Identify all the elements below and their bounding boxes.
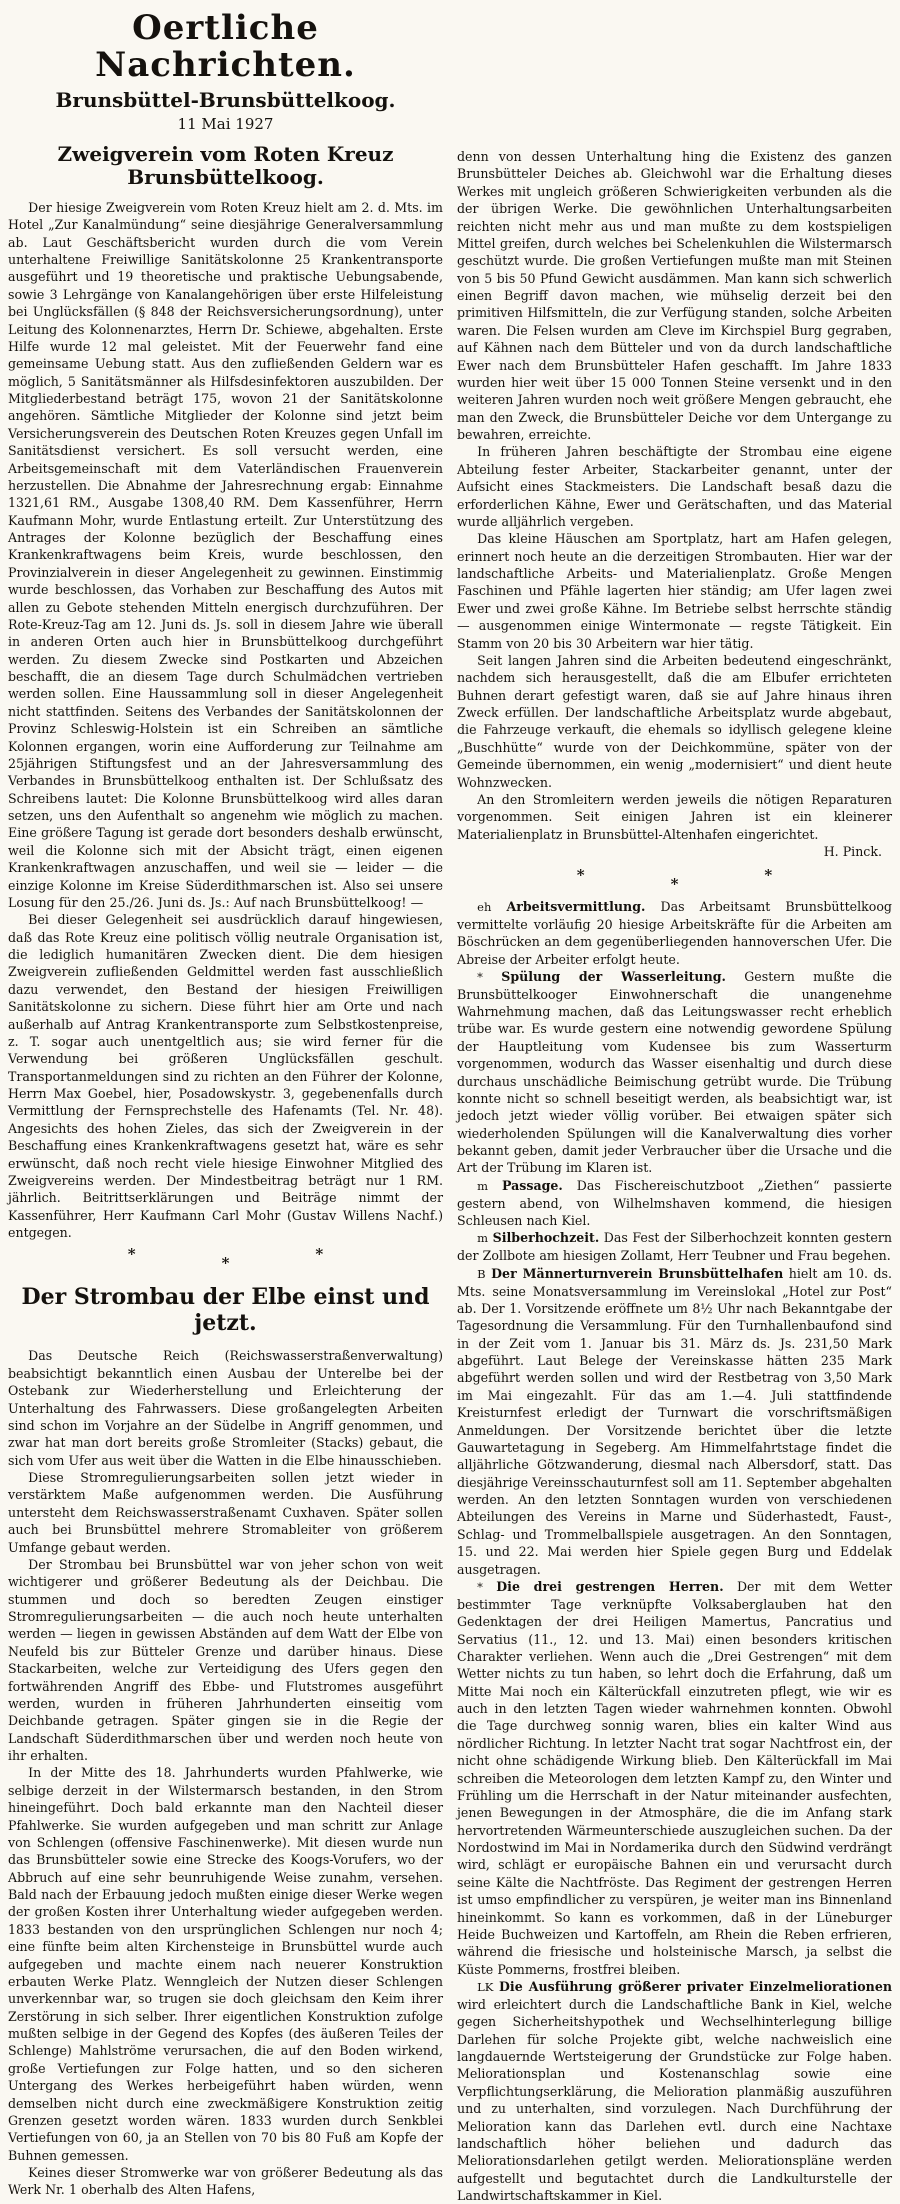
- body-paragraph: denn von dessen Unterhaltung hing die Existenz des ganzen Brunsbütteler Deiches ab. Gleichwohl war die Erhaltung dieses Werkes mit ungleich größeren Schwierigkeiten verbunden als die der übrigen Werke. Die gewöhnlichen Unterhaltungsarbeiten reichten nicht mehr aus und man mußte zu dem kostspieligen Mittel greifen, durch welches bei Schelenkuhlen die Wilstermarsch geschützt wurde. Die großen Vertiefungen mußte man mit Steinen von 5 bis 50 Pfund Gewicht ausdämmen. Man kann sich schwerlich einen Begriff davon machen, wie mühselig derzeit bei den primitiven Hilfsmitteln, die zur Verfügung standen, solche Arbeiten waren. Die Felsen wurden am Cleve im Kirchspiel Burg gegraben, auf Kähnen nach dem Bütteler und von da durch landschaftliche Ewer nach dem Brunsbütteler Hafen geschafft. Im Jahre 1833 wurden hier weit über 15 000 Tonnen Steine versenkt und in den weiteren Jahren wurden noch weit größere Mengen gebraucht, ehe man den Zweck, die Brunsbütteler Deiche vor dem Untergange zu bewahren, erreichte.: [457, 149, 892, 442]
- body-paragraph: In der Mitte des 18. Jahrhunderts wurden Pfahlwerke, wie selbige derzeit in der Wilstermarsch bestanden, in den Strom hineingeführt. Doch bald erkannte man den Nachteil dieser Pfahlwerke. Sie wurden aufgegeben und man schritt zur Anlage von Schlengen (offensive Faschinenwerke). Mit diesen wurde nun das Brunsbütteler sowie eine Strecke des Koogs-Vorufers, wo der Abbruch auf eine sehr beunruhigende Weise zunahm, versehen. Bald nach der Erbauung jedoch mußten einige dieser Werke wegen der großen Kosten ihrer Unterhaltung wieder aufgegeben werden. 1833 bestanden von den ursprünglichen Schlengen nur noch 4; eine fünfte beim alten Kirchensteige in Brunsbüttel wurde auch aufgegeben und machte einem nach neuerer Konstruktion erbauten Werke Platz. Wenngleich der Nutzen dieser Schlengen unverkennbar war, so trugen sie doch gleichsam den Keim ihrer Zerstörung in sich selber. Ihrer eigentlichen Konstruktion zufolge mußten selbige in der Gegend des Kopfes (des äußeren Teiles der Schlenge) Mahlströme verursachen, die auf den Boden wirkend, große Vertiefungen zur Folge hatten, und so den sicheren Untergang des Werkes herbeigeführt haben würden, wenn demselben nicht durch eine zweckmäßigere Konstruktion zeitig Grenzen gesetzt worden wären. 1833 wurden durch Senkblei Vertiefungen von 60, ja an Stellen von 70 bis 80 Fuß am Kopfe der Buhnen gemessen.: [8, 1765, 443, 2163]
- news-item-lead: Arbeitsvermittlung.: [506, 898, 646, 914]
- left-column: [8, 8, 443, 2204]
- column-layout: [8, 8, 892, 2204]
- news-item-text: hielt am 10. ds. Mts. seine Monatsversammlung im Vereinslokal „Hotel zur Post“ ab. Der 1. Vorsitzende eröffnete um 8½ Uhr nach Bekanntgabe der Tagesordnung die Versammlung. Für den Turnhallenbaufond sind in der Zeit vom 1. Januar bis 31. März ds. Js. 231,50 Mark abgeführt. Laut Belege der Vereinskasse hätten 235 Mark abgeführt werden sollen und wird der Restbetrag von 3,50 Mark im Mai eingezahlt. Für das am 1.—4. Juli stattfindende Kreisturnfest erledigt der Turnwart die vorschriftsmäßigen Anmeldungen. Der Vorsitzende berichtet über die letzte Gauwartetagung in Segeberg. Am Himmelfahrtstage findet die alljährliche Götzwanderung, diesmal nach Albersdorf, statt. Das diesjährige Vereinsschauturnfest soll am 11. September abgehalten werden. An den letzten Sonntagen wurden von verschiedenen Abteilungen des Vereins in Marne und Süderhastedt, Faust-, Schlag- und Trommelballspiele ausgetragen. An den Sonntagen, 15. und 22. Mai werden hier Spiele gegen Burg und Eddelak ausgetragen.: [457, 1265, 893, 1577]
- article-red-cross-heading-line2: Brunsbüttelkoog.: [127, 165, 324, 190]
- news-item-text: Das Arbeitsamt Brunsbüttelkoog vermittelte vorläufig 20 hiesige Arbeitskräfte für die Arbeiten am Böschrücken an dem gegenüberliegenden hannoverschen Ufer. Die Abreise der Arbeiter erfolgt heute.: [457, 898, 892, 967]
- star-separator: [8, 1245, 443, 1275]
- news-item-prefix: m: [477, 1231, 489, 1246]
- body-paragraph: Bei dieser Gelegenheit sei ausdrücklich darauf hingewiesen, daß das Rote Kreuz eine politisch völlig neutrale Organisation ist, die lediglich humanitären Zwecken dient. Die dem hiesigen Zweigverein zufließenden Geldmittel werden fast ausschließlich dazu verwendet, den Bestand der hiesigen Freiwilligen Sanitätskolonne zu sichern. Diese führt hier am Orte und nach außerhalb auf Antrag Krankentransporte zum Selbstkostenpreise, z. T. sogar auch unentgeltlich aus; sie wird ferner für die Verwendung bei größeren Unglücksfällen geschult. Transportanmeldungen sind zu richten an den Führer der Kolonne, Herrn Max Goebel, hier, Posadowskystr. 3, gegebenenfalls durch Vermittlung der Fernsprechstelle des Hafenamts (Tel. Nr. 48). Angesichts des hohen Zieles, das sich der Zweigverein in der Beschaffung eines Krankenkraftwagens gesetzt hat, wäre es sehr erwünscht, daß noch recht viele hiesige Einwohner Mitglied des Zweigvereins werden. Der Mindestbeitrag beträgt nur 1 RM. jährlich. Beitrittserklärungen und Beiträge nimmt der Kassenführer, Herr Kaufmann Carl Mohr (Gustav Willens Nachf.) entgegen.: [8, 912, 443, 1241]
- asterisk-icon: *: [127, 1245, 136, 1264]
- news-item-prefix: m: [477, 1178, 489, 1193]
- news-item: [457, 1265, 892, 1578]
- news-item-prefix: *: [477, 1579, 483, 1594]
- body-paragraph: Der hiesige Zweigverein vom Roten Kreuz hielt am 2. d. Mts. im Hotel „Zur Kanalmündung“ seine diesjährige Generalversammlung ab. Laut Geschäftsbericht wurden durch die vom Verein unterhaltene Freiwillige Sanitätskolonne 25 Krankentransporte ausgeführt und 19 theoretische und praktische Uebungsabende, sowie 3 Lehrgänge von Kanalangehörigen über erste Hilfeleistung bei Unglücksfällen (§ 848 der Reichsversicherungsordnung), unter Leitung des Kolonnenarztes, Herrn Dr. Schiewe, abgehalten. Erste Hilfe wurde 12 mal geleistet. Mit der Feuerwehr fand eine gemeinsame Uebung statt. Aus den zufließenden Geldern war es möglich, 5 Sanitätsmänner als Hilfsdesinfektoren auszubilden. Der Mitgliederbestand beträgt 175, wovon 21 der Sanitätskolonne angehören. Sämtliche Mitglieder der Kolonne sind jetzt beim Versicherungsverein des Deutschen Roten Kreuzes gegen Unfall im Sanitätsdienst versichert. Es soll versucht werden, eine Arbeitsgemeinschaft mit dem Vaterländischen Frauenverein herzustellen. Die Abnahme der Jahresrechnung ergab: Einnahme 1321,61 RM., Ausgabe 1308,40 RM. Dem Kassenführer, Herrn Kaufmann Mohr, wurde Entlastung erteilt. Zur Unterstützung des Antrages der Kolonne bezüglich der Beschaffung eines Krankenkraftwagens beim Kreis, wurde beschlossen, den Provinzialverein in dieser Angelegenheit zu gewinnen. Einstimmig wurde beschlossen, das Vorhaben zur Beschaffung des Autos mit allen zu Gebote stehenden Mitteln energisch durchzuführen. Der Rote-Kreuz-Tag am 12. Juni ds. Js. soll in diesem Jahre wie überall in anderen Orten auch hier in Brunsbüttelkoog durchgeführt werden. Zu diesem Zwecke sind Postkarten und Abzeichen beschafft, die an diesem Tage durch Schulmädchen vertrieben werden sollen. Eine Haussammlung soll in dieser Angelegenheit nicht stattfinden. Seitens des Verbandes der Sanitätskolonnen der Provinz Schleswig-Holstein ist ein Schreiben an sämtliche Kolonnen ergangen, worin eine Aufforderung zur Teilnahme am 25jährigen Stiftungsfest und an der Jahresversammlung des Verbandes in Brunsbüttelkoog enthalten ist. Der Schlußsatz des Schreibens lautet: Die Kolonne Brunsbüttelkoog wird alles daran setzen, uns den Aufenthalt so angenehm wie möglich zu machen. Eine größere Tagung ist gerade dort besonders deshalb erwünscht, weil die Kolonne sich mit der Absicht trägt, einen eigenen Krankenkraftwagen anzuschaffen, und weil sie — leider — die einzige Kolonne im Kreise Süderdithmarschen ist. Also sei unsere Losung für den 25./26. Juni ds. Js.: Auf nach Brunsbüttelkoog! —: [8, 199, 443, 910]
- body-paragraph: Das kleine Häuschen am Sportplatz, hart am Hafen gelegen, erinnert noch heute an die derzeitigen Strombauten. Hier war der landschaftliche Arbeits- und Materialienplatz. Große Mengen Faschinen und Pfähle lagerten hier ständig; am Ufer lagen zwei Ewer und zwei große Kähne. Im Betriebe selbst herrschte ständig — ausgenommen einige Wintermonate — regste Tätigkeit. Ein Stamm von 20 bis 30 Arbeitern war hier tätig.: [457, 531, 892, 651]
- body-paragraph: Der Strombau bei Brunsbüttel war von jeher schon von weit wichtigerer und größerer Bedeutung als der Deichbau. Die stummen und doch so beredten Zeugen einstiger Stromregulierungsarbeiten — die auch noch heute unterhalten werden — liegen in gewissen Abständen auf dem Watt der Elbe von Neufeld bis zur Bütteler Grenze und darüber hinaus. Diese Stackarbeiten, welche zur Verteidigung des Ufers gegen den fortwährenden Angriff des Ebbe- und Flutstromes ausgeführt werden, wurden in früheren Jahrhunderten einseitig vom Deichbande getragen. Später gingen sie in die Regie der Landschaft Süderdithmarschen über und werden noch heute von ihr erhalten.: [8, 1556, 443, 1763]
- asterisk-icon: *: [764, 865, 773, 884]
- body-paragraph: In früheren Jahren beschäftigte der Strombau eine eigene Abteilung fester Arbeiter, Stackarbeiter genannt, unter der Aufsicht eines Stackmeisters. Die Landschaft besaß dazu die erforderlichen Kähne, Ewer und Gerätschaften, und das Material wurde alljährlich vergeben.: [457, 444, 892, 529]
- star-separator: [457, 866, 892, 896]
- masthead: [8, 10, 443, 133]
- news-item-text: wird erleichtert durch die Landschaftliche Bank in Kiel, welche gegen Sicherheitshypothek und Wechselhinterlegung billige Darlehen für solche Projekte gibt, welche nachweislich eine langdauernde Wertsteigerung der Grundstücke zur Folge haben. Meliorationsplan und Kostenanschlag sowie eine Verpflichtungserklärung, die Melioration planmäßig auszuführen und zu unterhalten, sind vorzulegen. Nach Durchführung der Melioration kann das Darlehen evtl. durch eine Nachtaxe landschaftlich höher beliehen und dadurch das Meliorationsdarlehen getilgt werden. Meliorationspläne werden aufgestellt und begutachtet durch die Landkulturstelle der Landwirtschaftskammer in Kiel.: [457, 1996, 892, 2204]
- right-column: [457, 8, 892, 2204]
- news-item-lead: Spülung der Wasserleitung.: [501, 968, 726, 984]
- author-signature: H. Pinck.: [823, 844, 882, 859]
- news-item-lead: Silberhochzeit.: [492, 1230, 600, 1246]
- news-item-lead: Die drei gestrengen Herren.: [496, 1578, 724, 1594]
- news-item: [457, 898, 892, 968]
- body-paragraph: Keines dieser Stromwerke war von größerer Bedeutung als das Werk Nr. 1 oberhalb des Alten Hafens,: [8, 2165, 443, 2198]
- news-item: [457, 1978, 892, 2204]
- news-item: [457, 1229, 892, 1264]
- news-item-text: Gestern mußte die Brunsbüttelkooger Einwohnerschaft die unangenehme Wahrnehmung machen, daß das Leitungswasser recht erheblich trübe war. Es wurde gestern eine notwendig gewordene Spülung der Hauptleitung vom Kudensee bis zum Wasserturm vorgenommen, wodurch das Wasser eisenhaltig und durch diese durchaus unschädliche Beimischung getrübt wurde. Die Trübung konnte nicht so schnell beseitigt werden, als beabsichtigt war, ist jedoch jetzt wieder völlig vorüber. Bei etwaigen später sich wiederholenden Spülungen will die Kanalverwaltung dies vorher bekannt geben, damit jeder Verbraucher über die Ursache und die Art der Trübung im Klaren ist.: [457, 968, 892, 1176]
- news-item-text: Der mit dem Wetter bestimmter Tage verknüpfte Volksaberglauben hat den Gedenktagen der drei Heiligen Mamertus, Pancratius und Servatius (11., 12. und 13. Mai) einen besonders kritischen Charakter verliehen. Wenn auch die „Drei Gestrengen“ mit dem Wetter nichts zu tun haben, so lehrt doch die Erfahrung, daß um Mitte Mai noch ein Kälterückfall einzutreten pflegt, wie wir es auch in den letzten Tagen wieder wahrnehmen konnten. Obwohl die Tage durchweg sonnig waren, blies ein kalter Wind aus nördlicher Richtung. In letzter Nacht trat sogar Nachtfrost ein, der nicht ohne schädigende Wirkung blieb. Den Kälterückfall im Mai schreiben die Meteorologen dem letzten Kampf zu, den Winter und Frühling um die Herrschaft in der Natur miteinander ausfechten, jenen Bewegungen in der Atmosphäre, die die im Anfang stark hervortretenden Wärmeunterschiede auszugleichen suchen. Da der Nordostwind im Mai in Nordamerika durch den Südwind verdrängt wird, schlägt er europäische Bahnen ein und verursacht durch seine Kälte die Nachtfröste. Das Regiment der gestrengen Herren ist umso empfindlicher zu verspüren, je weiter man ins Binnenland hineinkommt. So kann es vorkommen, daß in der Lüneburger Heide Buchweizen und Kartoffeln, am Rhein die Reben erfrieren, während die friesische und holsteinische Marsch, ja selbst die Küste Pommerns, frostfrei bleiben.: [457, 1578, 892, 1977]
- news-item-prefix: eh: [477, 899, 492, 914]
- body-paragraph: Seit langen Jahren sind die Arbeiten bedeutend eingeschränkt, nachdem sich herausgestellt, daß die am Elbufer errichteten Buhnen derart gefestigt waren, daß sie auf Jahre hinaus ihren Zweck erfüllen. Der landschaftliche Arbeitsplatz wurde abgebaut, die Fahrzeuge verkauft, die ehemals so idyllisch gelegene kleine „Buschhütte“ wurde von der Deichkommüne, später von der Gemeinde übernommen, ein wenig „modernisiert“ und dient heute Wohnzwecken.: [457, 652, 892, 790]
- news-item: [457, 1177, 892, 1230]
- asterisk-icon: *: [315, 1245, 324, 1264]
- news-item-prefix: B: [477, 1266, 486, 1281]
- news-item-prefix: LK: [477, 1980, 494, 1995]
- asterisk-icon: *: [221, 1254, 230, 1273]
- page-title: Oertliche Nachrichten.: [95, 8, 356, 86]
- body-paragraph: An den Stromleitern werden jeweils die nötigen Reparaturen vorgenommen. Seit einigen Jahren ist ein kleinerer Materialienplatz in Brunsbüttel-Altenhafen eingerichtet.: [457, 791, 892, 842]
- news-item-prefix: *: [477, 969, 483, 984]
- article-red-cross-heading: [8, 143, 443, 190]
- asterisk-icon: *: [576, 865, 585, 884]
- article-strombau-heading: Der Strombau der Elbe einst und jetzt.: [21, 1284, 430, 1337]
- body-paragraph: Das Deutsche Reich (Reichswasserstraßenverwaltung) beabsichtigt bekanntlich einen Ausbau der Unterelbe bei der Ostebank zur Wiederherstellung und Erleichterung der Unterhaltung des Fahrwassers. Diese großangelegten Arbeiten sind schon im Vorjahre an der Südelbe in Angriff genommen, und zwar hat man dort bereits große Stromleiter (Stacks) gebaut, die sich vom Ufer aus weit über die Watten in die Elbe hinausschieben.: [8, 1348, 443, 1468]
- article-red-cross-heading-line1: Zweigverein vom Roten Kreuz: [57, 141, 394, 166]
- asterisk-icon: *: [670, 874, 679, 893]
- news-item-text: Das Fischereischutzboot „Ziethen“ passierte gestern abend, von Wilhelmshaven kommend, die hiesigen Schleusen nach Kiel.: [457, 1177, 892, 1229]
- news-item-lead: Die Ausführung größerer privater Einzelmeliorationen: [499, 1979, 892, 1995]
- page-subtitle: Brunsbüttel-Brunsbüttelkoog.: [55, 87, 396, 112]
- news-item-text: Das Fest der Silberhochzeit konnten gestern der Zollbote am hiesigen Zollamt, Herr Teubner und Frau begehen.: [457, 1230, 892, 1264]
- body-paragraph: Diese Stromregulierungsarbeiten sollen jetzt wieder in verstärktem Maße aufgenommen werden. Die Ausführung untersteht dem Reichswasserstraßenamt Cuxhaven. Später sollen auch bei Brunsbüttel mehrere Stromableiter von größerem Umfange gebaut werden.: [8, 1470, 443, 1555]
- news-item: [457, 968, 892, 1177]
- news-item-lead: Der Männerturnverein Brunsbüttelhafen: [491, 1265, 784, 1281]
- news-item: [457, 1578, 892, 1978]
- news-item-lead: Passage.: [501, 1177, 563, 1193]
- page-date: 11 Mai 1927: [177, 114, 274, 133]
